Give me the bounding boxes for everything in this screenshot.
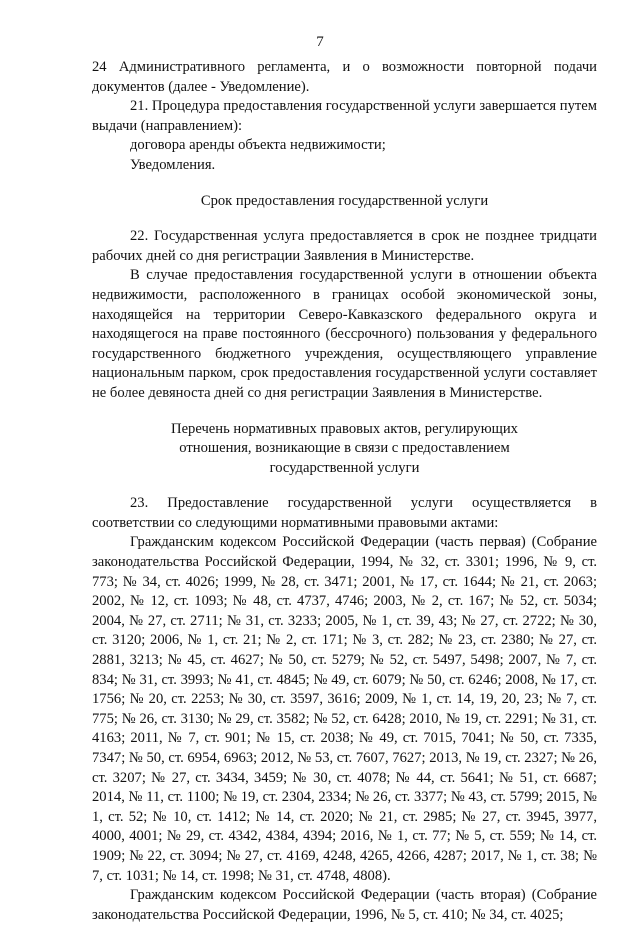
section-heading-term: Срок предоставления государственной услуги [200, 192, 489, 209]
paragraph-21: 21. Процедура предоставления государственной услуги завершается путем выдачи (направлением): [92, 98, 597, 134]
section-heading-legal-acts: Перечень нормативных правовых актов, регулирующих отношения, возникающие в связи с предоставлением государственной услуги [171, 420, 518, 476]
document-body [92, 58, 597, 925]
paragraph-21-item-notice: Уведомления. [130, 156, 216, 173]
paragraph-21-item-contract: договора аренды объекта недвижимости; [130, 137, 386, 154]
paragraph-23: 23. Предоставление государственной услуги осуществляется в соответствии со следующими нормативными правовыми актами: [92, 495, 597, 531]
paragraph-22: 22. Государственная услуга предоставляется в срок не позднее тридцати рабочих дней со дня регистрации Заявления в Министерстве. [92, 228, 597, 264]
page-number: 7 [316, 34, 324, 50]
paragraph-intro: 24 Административного регламента, и о возможности повторной подачи документов (далее - Уведомление). [92, 59, 597, 95]
paragraph-22-special-case: В случае предоставления государственной услуги в отношении объекта недвижимости, расположенного в границах особой экономической зоны, находящейся на территории Северо-Кавказского федерального округа и находящегося на праве постоянного (бессрочного) пользования у федерального государственного бюджетного учреждения, осуществляющего управление национальным парком, срок предоставления государственной услуги составляет не более девяноста дней со дня регистрации Заявления в Министерстве. [92, 267, 597, 401]
paragraph-23-civil-code-part-two: Гражданским кодексом Российской Федерации (часть вторая) (Собрание законодательства Российской Федерации, 1996, № 5, ст. 410; № 34, ст. 4025; [92, 887, 597, 923]
paragraph-23-civil-code-part-one: Гражданским кодексом Российской Федерации (часть первая) (Собрание законодательства Российской Федерации, 1994, № 32, ст. 3301; 1996, № 9, ст. 773; № 34, ст. 4026; 1999, № 28, ст. 3471; 2001, № 17, ст. 1644; № 21, ст. 2063; 2002, № 12, ст. 1093; № 48, ст. 4737, 4746; 2003, № 2, ст. 167; № 52, ст. 5034; 2004, № 27, ст. 2711; № 31, ст. 3233; 2005, № 1, ст. 39, 43; № 27, ст. 2722; № 30, ст. 3120; 2006, № 1, ст. 21; № 2, ст. 171; № 3, ст. 282; № 23, ст. 2380; № 27, ст. 2881, 3213; № 45, ст. 4627; № 50, ст. 5279; № 52, ст. 5497, 5498; 2007, № 7, ст. 834; № 31, ст. 3993; № 41, ст. 4845; № 49, ст. 6079; № 50, ст. 6246; 2008, № 17, ст. 1756; № 20, ст. 2253; № 30, ст. 3597, 3616; 2009, № 1, ст. 14, 19, 20, 23; № 7, ст. 775; № 26, ст. 3130; № 29, ст. 3582; № 52, ст. 6428; 2010, № 19, ст. 2291; № 31, ст. 4163; 2011, № 7, ст. 901; № 15, ст. 2038; № 49, ст. 7015, 7041; № 50, ст. 7335, 7347; № 50, ст. 6954, 6963; 2012, № 53, ст. 7607, 7627; 2013, № 19, ст. 2327; № 26, ст. 3207; № 27, ст. 3434, 3459; № 30, ст. 4078; № 44, ст. 5641; № 51, ст. 6687; 2014, № 11, ст. 1100; № 19, ст. 2304, 2334; № 26, ст. 3377; № 43, ст. 5799; 2015, № 1, ст. 52; № 10, ст. 1412; № 14, ст. 2020; № 21, ст. 2985; № 27, ст. 3945, 3977, 4000, 4001; № 29, ст. 4342, 4384, 4394; 2016, № 1, ст. 77; № 5, ст. 559; № 14, ст. 1909; № 22, ст. 3094; № 27, ст. 4169, 4248, 4265, 4266, 4287; 2017, № 1, ст. 38; № 7, ст. 1031; № 14, ст. 1998; № 31, ст. 4748, 4808). [92, 534, 597, 884]
